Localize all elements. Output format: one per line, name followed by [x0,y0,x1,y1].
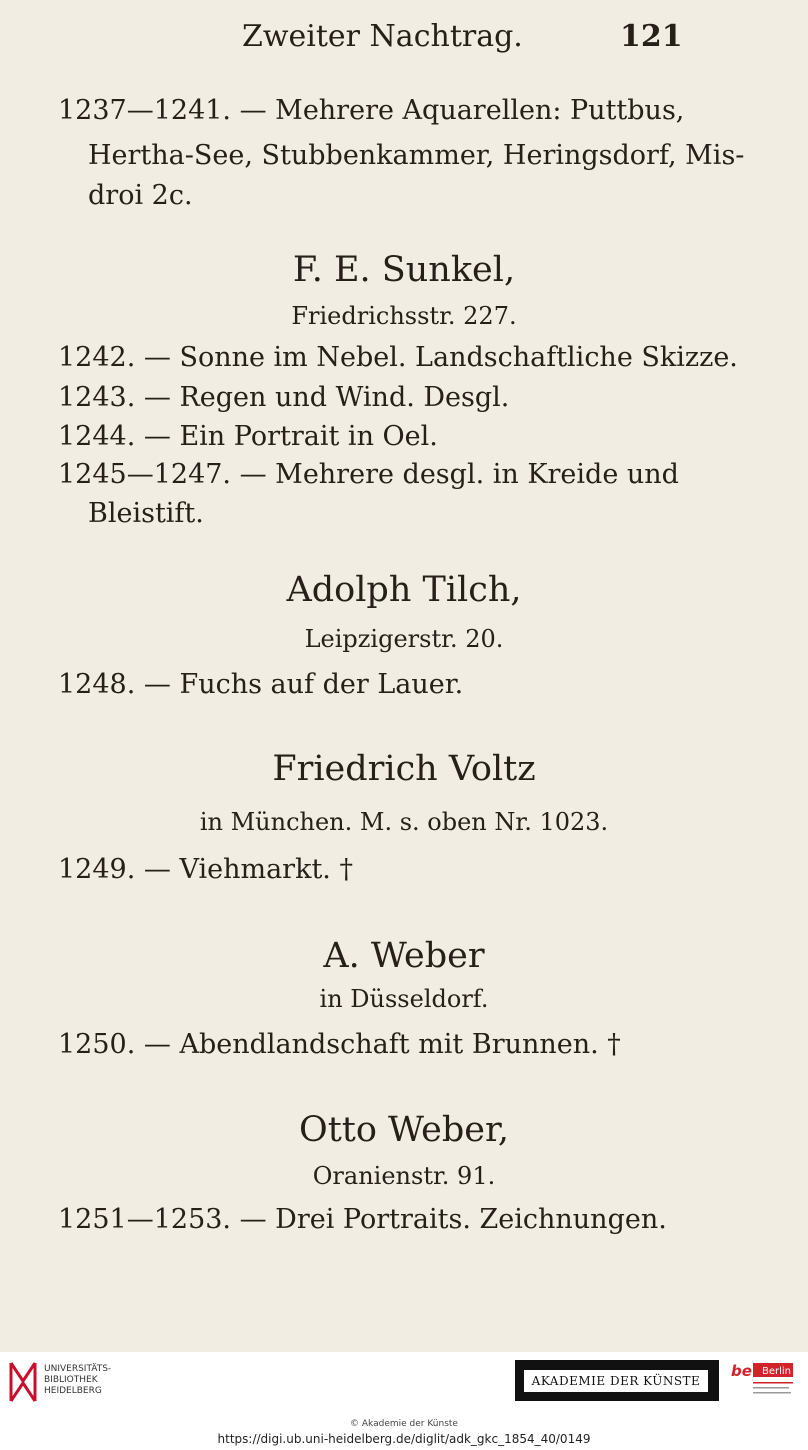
entry-line: 1251—1253. — Drei Portraits. Zeichnungen. [58,1204,667,1235]
entry-line: 1242. — Sonne im Nebel. Landschaftliche Skizze. [58,342,738,373]
entry-line: Bleistift. [88,498,204,529]
academy-logo-text: AKADEMIE DER KÜNSTE [524,1370,708,1392]
entry-line: 1244. — Ein Portrait in Oel. [58,421,438,452]
entry-line: 1245—1247. — Mehrere desgl. in Kreide und [58,459,679,490]
viewer-footer [0,1352,808,1450]
university-library-logo-icon [8,1361,38,1403]
permalink-url[interactable]: https://digi.ub.uni-heidelberg.de/diglit/adk_gkc_1854_40/0149 [217,1432,591,1446]
artist-name: Otto Weber, [299,1110,509,1150]
running-head-title: Zweiter Nachtrag. [242,19,523,54]
entry-line: 1250. — Abendlandschaft mit Brunnen. † [58,1029,621,1060]
artist-name: F. E. Sunkel, [292,250,516,290]
svg-text:Berlin: Berlin [762,1366,792,1377]
entry-line: droi 2c. [88,180,193,211]
copyright-notice: © Akademie der Künste [350,1419,458,1429]
entry-line: 1248. — Fuchs auf der Lauer. [58,669,464,700]
university-library-name: UNIVERSITÄTS- BIBLIOTHEK HEIDELBERG [44,1364,112,1396]
entry-line: Hertha-See, Stubbenkammer, Heringsdorf, Mis- [88,140,745,171]
entry-line: 1243. — Regen und Wind. Desgl. [58,382,510,413]
page-number: 121 [620,19,683,54]
artist-address: Friedrichsstr. 227. [291,302,517,330]
artist-name: Friedrich Voltz [272,749,536,789]
svg-text:be: be [731,1362,752,1380]
artist-address: Oranienstr. 91. [312,1162,496,1190]
artist-address: in Düsseldorf. [319,985,489,1013]
artist-address: Leipzigerstr. 20. [304,625,504,653]
entry-line: 1249. — Viehmarkt. † [58,854,353,885]
artist-name: A. Weber [323,936,485,976]
berlin-senate-logo-icon [729,1360,795,1402]
artist-name: Adolph Tilch, [286,570,522,610]
entry-line: 1237—1241. — Mehrere Aquarellen: Puttbus, [58,95,685,126]
artist-address: in München. M. s. oben Nr. 1023. [199,808,609,836]
